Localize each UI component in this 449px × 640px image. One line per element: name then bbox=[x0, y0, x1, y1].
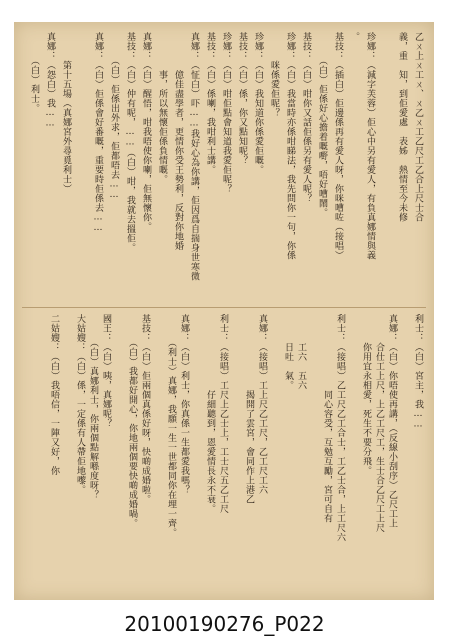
script-line: （白）佢係好心擔着嘅嘢，唔好嘈鬧。 bbox=[317, 32, 327, 218]
script-line: 真娜：（白）佢係會好番嘅，重要時佢係去…… bbox=[93, 32, 103, 234]
script-line: 國王：（白）咦，真娜呢？ bbox=[101, 314, 111, 428]
script-line: 義，重 知，到佢愛處 表姊 熱情至今未修 bbox=[397, 32, 407, 222]
script-line: 利士：（白）宮主，我…… bbox=[413, 314, 423, 430]
script-line: （白）真娜利士，你兩個點解喺度呀？ bbox=[88, 314, 98, 500]
script-line: 基技：（白）仲有呢，……（白）咁，我就去搵佢。 bbox=[125, 32, 135, 253]
script-line: （白）利士。 bbox=[29, 32, 39, 113]
script-line: 基技：（白）佢兩個真係好呀，快啲成婚啦。 bbox=[140, 314, 150, 504]
script-line: 基技：（白）係喇，我咁利士講。 bbox=[205, 32, 215, 175]
script-line: 仔細聽到，恩愛情長永不衰。 bbox=[205, 314, 215, 514]
script-line: 事，所以無懷佢係負情嘅。 bbox=[157, 32, 167, 184]
script-line: 第十五場（真娜宮外尋覓利士） bbox=[61, 32, 71, 194]
script-line: 基技：（白）咁你又話佢係另有愛人呢？ bbox=[301, 32, 311, 203]
script-line: 珍娜：（減字芙蓉）佢心中另有愛人，有負真娜情與義 bbox=[365, 32, 375, 260]
script-line: 。 bbox=[349, 32, 359, 42]
script-line: 真娜：（白）利士，你真係一生都愛我嗎？ bbox=[179, 314, 189, 495]
catalog-number: 20100190276_P022 bbox=[124, 612, 325, 636]
script-line: 真娜：（白）醒悟，咁我唔使你喇，佢無懷你。 bbox=[141, 32, 151, 232]
script-line: 乙ㄨ上ㄨ工ㄨ、ㄨ乙ㄨ工乙尺工乙合上尺士合 bbox=[413, 32, 423, 222]
script-line: （白）佢係出外求，佢都唔去…… bbox=[109, 32, 119, 201]
script-line: 真娜：（白）你唔使再講，（反線小刮序）乙尺工上 bbox=[387, 314, 397, 528]
script-line: 日吐 氣。 bbox=[283, 314, 293, 390]
script-line: 你用宜永相愛，死生不要分飛。 bbox=[361, 314, 371, 476]
script-line: （白）我都好開心，你地兩個要快啲成婚喎。 bbox=[127, 314, 137, 528]
script-line: 真娜：（接唱）工上尺乙工尺，乙工尺工六 bbox=[257, 314, 267, 495]
script-line: 基技：（插白）佢邊係再有愛人呀，你咪嘈咗（接唱） bbox=[333, 32, 343, 260]
script-line: 珍娜：（白）我當時亦係咁睇法，我先問你一句，你係 bbox=[285, 32, 295, 260]
script-line: 利士：（接唱）乙工尺乙工合士，工乙士合，上工尺六 bbox=[335, 314, 345, 542]
script-line: 二姑嫂：（白）我唔信，一陣又好，你 bbox=[49, 314, 59, 476]
script-line: 真娜：（怔白）吓……我好心為你講，佢因爲自揣身世寒微 bbox=[189, 32, 199, 281]
script-line: 揭開了雲宮，會同作上港乙 bbox=[244, 314, 254, 504]
script-line: 億佳盡學者，更情你受王勢利，反對你地婚 bbox=[173, 32, 183, 251]
script-line: 工六 五六 bbox=[296, 314, 306, 390]
script-line: 基技：（白）係，你又點知呢？ bbox=[237, 32, 247, 165]
script-line: 同心容受，互勉互勵，宮可自有 bbox=[322, 314, 332, 523]
script-line: 珍娜：（白）我知道你係愛佢嘅。 bbox=[253, 32, 263, 175]
script-line: （利士）真娜，我願一生一世都同你在埋一齊。 bbox=[166, 314, 176, 538]
script-line: 真娜：（怨白）我…… bbox=[45, 32, 55, 129]
script-line: 珍娜：（白）咁佢點會知道我愛佢呢？ bbox=[221, 32, 231, 194]
script-line: 咪係愛佢呢？ bbox=[269, 32, 279, 118]
script-line: 合仕工上尺，上乙工尺工，生士合乙尺工上尺 bbox=[374, 314, 384, 533]
page-divider bbox=[22, 307, 426, 308]
script-line: 大姑嫂：（白）係，一定係有人帶佢地嚟。 bbox=[75, 314, 85, 495]
script-line: 利士：（接唱）工尺上乙士上，工士尺五乙工尺 bbox=[218, 314, 228, 514]
script-page bbox=[14, 22, 434, 600]
